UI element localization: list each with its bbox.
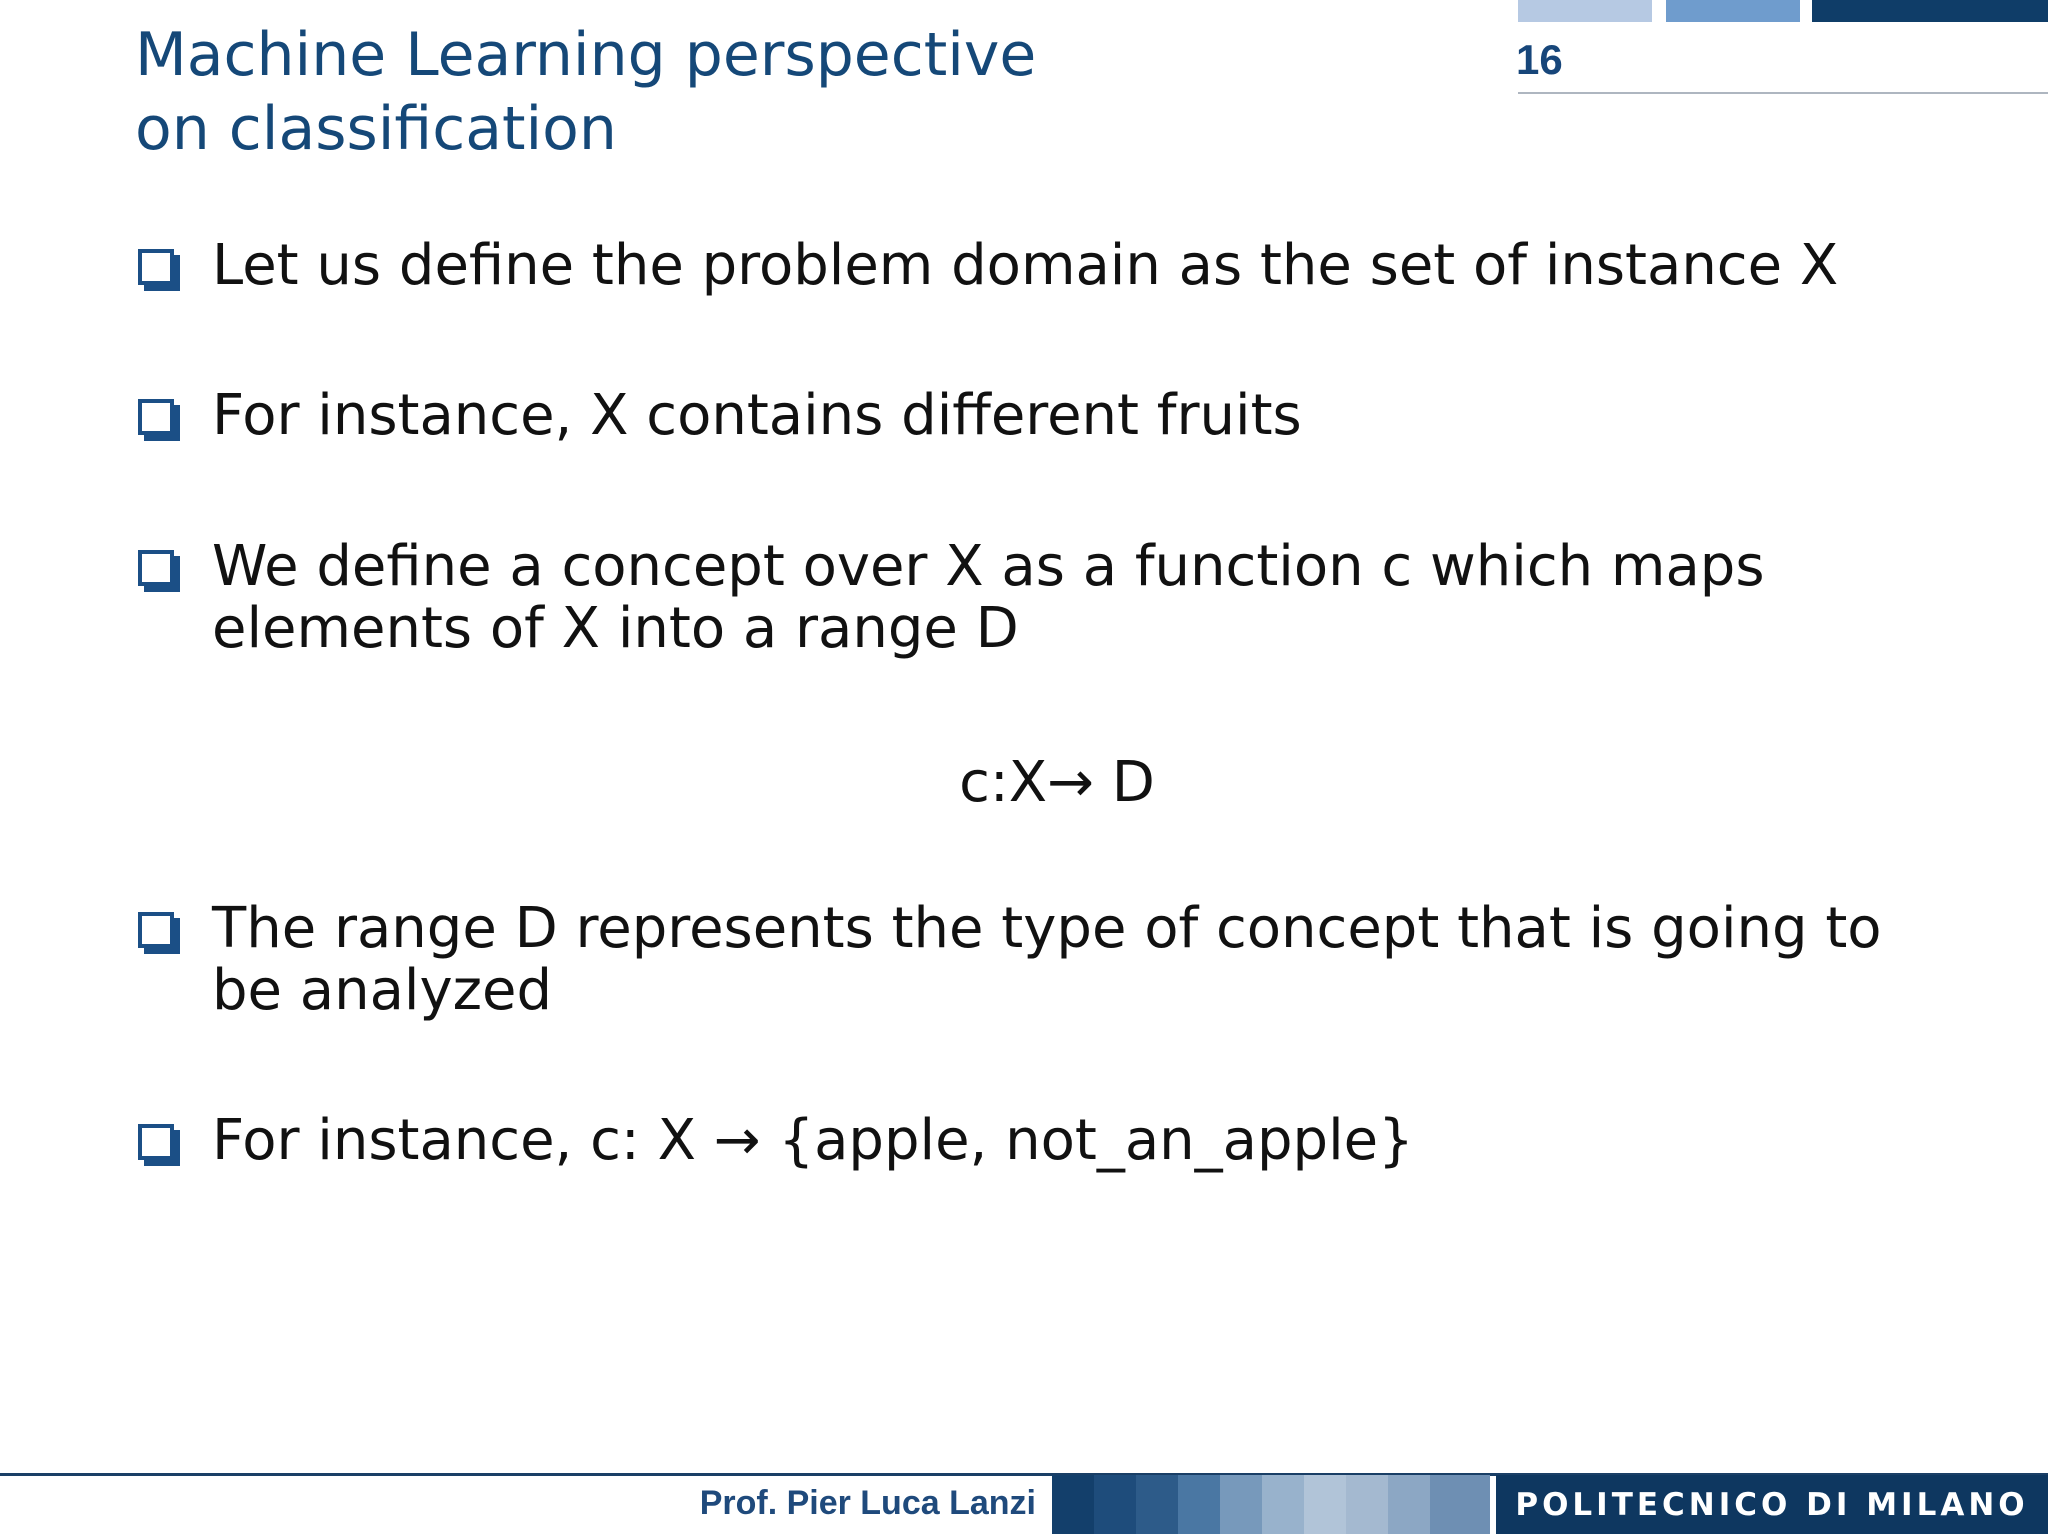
- bullet-item-4: [212, 898, 2002, 1022]
- header-decor-bar-dark: [1812, 0, 2048, 22]
- bullet-text-line-2: be analyzed: [212, 958, 553, 1023]
- bullet-text-line-1: The range D represents the type of concept that is going to: [212, 896, 1882, 961]
- checkbox-bullet-icon: [138, 399, 174, 435]
- bullet-item-3: [212, 536, 2002, 660]
- header-decor-bar-light: [1518, 0, 1652, 22]
- bullet-text-line-1: We define a concept over X as a function c which maps: [212, 534, 1765, 599]
- checkbox-bullet-icon: [138, 1124, 174, 1160]
- slide-number: 16: [1516, 36, 1563, 83]
- bullet-text-line-2: elements of X into a range D: [212, 596, 1019, 661]
- footer-author: Prof. Pier Luca Lanzi: [699, 1484, 1036, 1522]
- bullet-item-5: [212, 1110, 2002, 1172]
- header-rule: [1518, 92, 2048, 94]
- bullet-text: Let us define the problem domain as the set of instance X: [212, 233, 1839, 298]
- footer-institution-logo: POLITECNICO DI MILANO: [1496, 1475, 2048, 1534]
- header-decor-bar-medium: [1666, 0, 1800, 22]
- checkbox-bullet-icon: [138, 912, 174, 948]
- slide-title-line-1: Machine Learning perspective: [135, 20, 1037, 90]
- slide-title-line-2: on classification: [135, 94, 617, 164]
- slide-title: [135, 18, 1435, 166]
- checkbox-bullet-icon: [138, 249, 174, 285]
- checkbox-bullet-icon: [138, 550, 174, 586]
- bullet-item-1: [212, 235, 2002, 297]
- bullet-text: For instance, X contains different fruits: [212, 383, 1302, 448]
- bullet-item-2: [212, 385, 2002, 447]
- concept-formula: c:X→ D: [959, 750, 1155, 815]
- bullet-text: For instance, c: X → {apple, not_an_apple}: [212, 1108, 1414, 1173]
